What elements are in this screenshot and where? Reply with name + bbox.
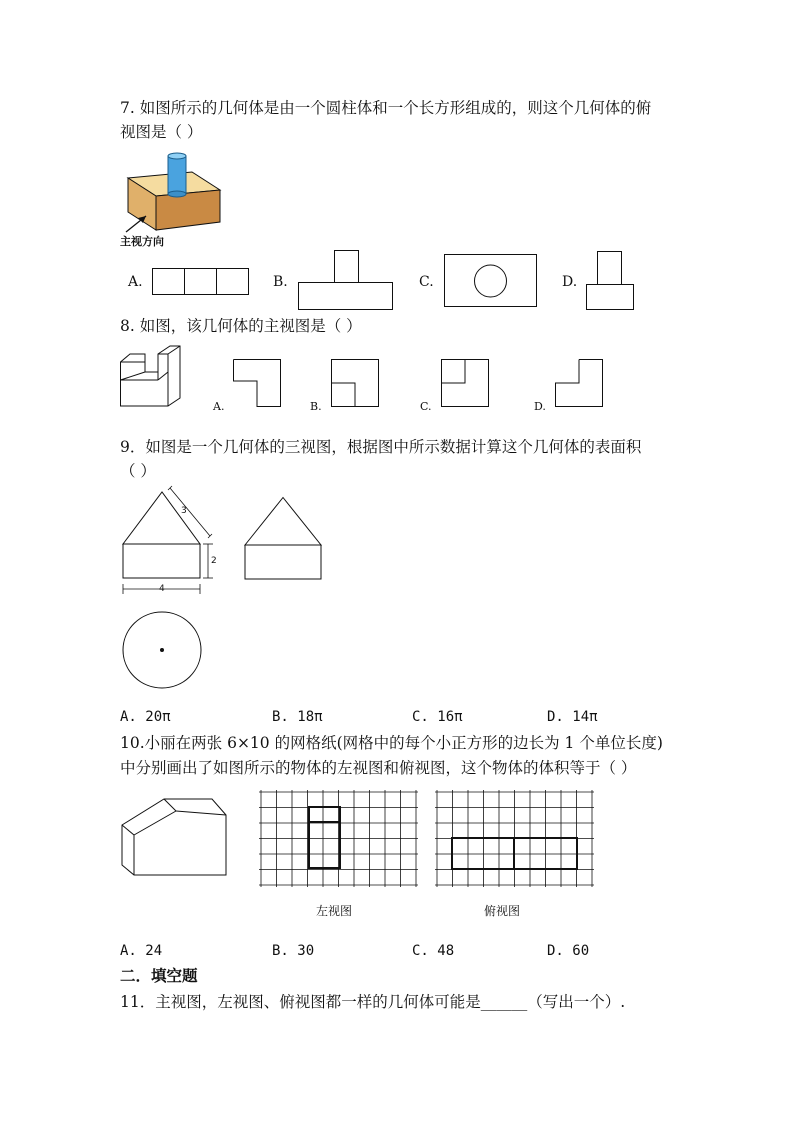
q10-top-view-grid	[434, 790, 598, 890]
q8-option-b[interactable]: B.	[310, 400, 322, 413]
q9-front-view	[120, 488, 220, 598]
q10-text-line2: 中分别画出了如图所示的物体的左视图和俯视图，这个物体的体积等于（ ）	[120, 759, 637, 777]
q7-option-b[interactable]: B.	[273, 274, 288, 290]
q7-option-d-figure	[586, 251, 636, 313]
q7-option-a[interactable]: A.	[128, 274, 143, 290]
q9-answer-c[interactable]: C. 16π	[412, 709, 463, 725]
q9-text-line1: 9．如图是一个几何体的三视图，根据图中所示数据计算这个几何体的表面积	[120, 438, 642, 456]
q7-option-d[interactable]: D.	[562, 274, 578, 290]
q11-text-line1: 11．主视图，左视图、俯视图都一样的几何体可能是______（写出一个）.	[120, 993, 626, 1011]
q8-option-d[interactable]: D.	[534, 400, 546, 413]
q10-answer-a[interactable]: A. 24	[120, 943, 163, 959]
q10-left-view-grid	[258, 790, 422, 890]
q9-top-view	[122, 611, 204, 691]
q8-option-a[interactable]: A.	[213, 400, 225, 413]
q9-answer-b[interactable]: B. 18π	[272, 709, 323, 725]
q9-dim-height: 2	[211, 556, 217, 566]
q10-answer-d[interactable]: D. 60	[547, 943, 590, 959]
q9-side-view	[244, 497, 326, 581]
q10-text-line1: 10.小丽在两张 6×10 的网格纸(网格中的每个小正方形的边长为 1 个单位长度)	[120, 734, 663, 752]
q7-option-b-figure	[298, 250, 394, 312]
q10-answer-b[interactable]: B. 30	[272, 943, 315, 959]
q8-option-b-figure	[331, 359, 381, 409]
q7-option-a-figure	[152, 268, 250, 296]
q7-option-c[interactable]: C.	[419, 274, 434, 290]
q8-option-a-figure	[233, 359, 283, 409]
q8-option-d-figure	[555, 359, 605, 409]
q9-answer-a[interactable]: A. 20π	[120, 709, 171, 725]
q7-direction-label: 主视方向	[120, 235, 164, 248]
q7-text-line2: 视图是（ ）	[120, 123, 203, 141]
q8-option-c-figure	[441, 359, 491, 409]
q7-option-c-figure	[444, 254, 538, 308]
q10-top-view-label: 俯视图	[484, 904, 521, 918]
q10-answer-c[interactable]: C. 48	[412, 943, 455, 959]
q9-text-line2: （ ）	[120, 462, 156, 480]
q9-dim-slant: 3	[181, 506, 187, 516]
q8-option-c[interactable]: C.	[420, 400, 432, 413]
q7-text-line1: 7. 如图所示的几何体是由一个圆柱体和一个长方形组成的，则这个几何体的俯	[120, 99, 652, 117]
q10-solid-figure	[120, 797, 230, 877]
section-title: 二．填空题	[120, 967, 198, 985]
q8-text-line1: 8. 如图，该几何体的主视图是（ ）	[120, 317, 362, 335]
q10-left-view-label: 左视图	[316, 904, 353, 918]
q9-answer-d[interactable]: D. 14π	[547, 709, 598, 725]
q8-solid-figure	[120, 344, 182, 410]
q9-dim-width: 4	[159, 584, 165, 594]
